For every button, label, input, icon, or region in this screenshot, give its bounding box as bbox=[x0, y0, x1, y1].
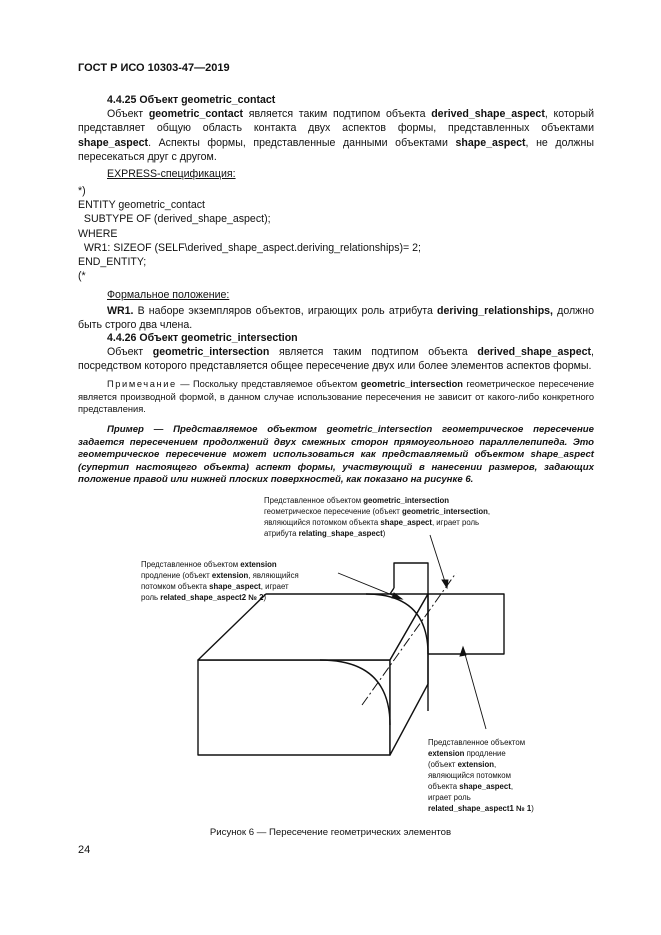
express-label: EXPRESS-спецификация: bbox=[107, 168, 236, 180]
paragraph-geometric-intersection: Объект geometric_intersection является таким подтипом объекта derived_shape_aspect, посредством которого представляется общее пересечение двух или более элементов аспектов формы. bbox=[78, 346, 594, 373]
page-number: 24 bbox=[78, 844, 91, 856]
section-heading: 4.4.25 Объект geometric_contact bbox=[107, 94, 276, 106]
code-line: *) bbox=[78, 185, 86, 197]
express-code bbox=[78, 184, 594, 283]
label-extension-1: Представленное объектом extension продление (объект extension, являющийся потомком объекта shape_aspect, играет роль related_shape_aspect1 № 1) bbox=[428, 738, 534, 813]
rule-wr1: WR1. В наборе экземпляров объектов, играющих роль атрибута deriving_relationships, должно быть строго два члена. bbox=[78, 305, 594, 332]
express-label-block bbox=[78, 167, 594, 181]
document-header: ГОСТ Р ИСО 10303-47—2019 bbox=[78, 62, 230, 74]
example: Пример — Представляемое объектом geometric_intersection геометрическое пересечение задается пересечением продолжений двух смежных сторон прямоугольного параллелепипеда. Это геометрическое пересечение может использоваться как представляемый объектом shape_aspect (супертип настоящего объекта) аспект формы, участвующий в нанесении размеров, задающих положение правой или нижней плоских поверхностей, как показано на рисунке 6. bbox=[78, 424, 594, 486]
box-front-face bbox=[198, 660, 390, 755]
formal-block bbox=[78, 288, 594, 333]
note: Примечание — Поскольку представляемое объектом geometric_intersection геометрическое пересечение является производной формой, в данном случае использование пересечения не зависит от какого-либо конкретного представления. bbox=[78, 379, 594, 415]
label-extension-2: Представленное объектом extension продление (объект extension, являющийся потомком объекта shape_aspect, играет роль related_shape_aspect2 № 2) bbox=[141, 560, 299, 602]
label-geometric-intersection: Представленное объектом geometric_intersection геометрическое пересечение (объект geometric_intersection, являющийся потомком объекта shape_aspect, играет роль атрибута relating_shape_aspect) bbox=[264, 496, 491, 538]
code-line: (* bbox=[78, 270, 86, 283]
paragraph-geometric-contact: Объект geometric_contact является таким подтипом объекта derived_shape_aspect, который представляет общую область контакта двух аспектов формы, представленных объектами shape_aspect. Аспекты формы, представленные данными объектами shape_aspect, не должны пересекаться друг с другом. bbox=[78, 108, 594, 163]
leader-top-arrow bbox=[442, 580, 448, 588]
formal-label: Формальное положение: bbox=[107, 289, 230, 301]
figure-6-drawing bbox=[141, 487, 588, 817]
example-block bbox=[78, 424, 594, 487]
note-block bbox=[78, 378, 594, 416]
horizontal-extension bbox=[428, 594, 504, 654]
section-heading: 4.4.26 Объект geometric_intersection bbox=[107, 332, 298, 344]
code-line: SUBTYPE OF (derived_shape_aspect); bbox=[78, 213, 271, 226]
section-4-4-25 bbox=[78, 93, 594, 164]
code-line: END_ENTITY; bbox=[78, 255, 147, 268]
code-line: WHERE bbox=[78, 227, 118, 240]
section-4-4-26 bbox=[78, 331, 594, 374]
figure-caption: Рисунок 6 — Пересечение геометрических элементов bbox=[209, 827, 452, 838]
leader-right bbox=[463, 647, 486, 729]
leader-right-arrow bbox=[460, 647, 466, 656]
code-line: WR1: SIZEOF (SELF\derived_shape_aspect.deriving_relationships)= 2; bbox=[78, 241, 421, 254]
box-top-face bbox=[198, 594, 428, 660]
code-line: ENTITY geometric_contact bbox=[78, 199, 205, 212]
